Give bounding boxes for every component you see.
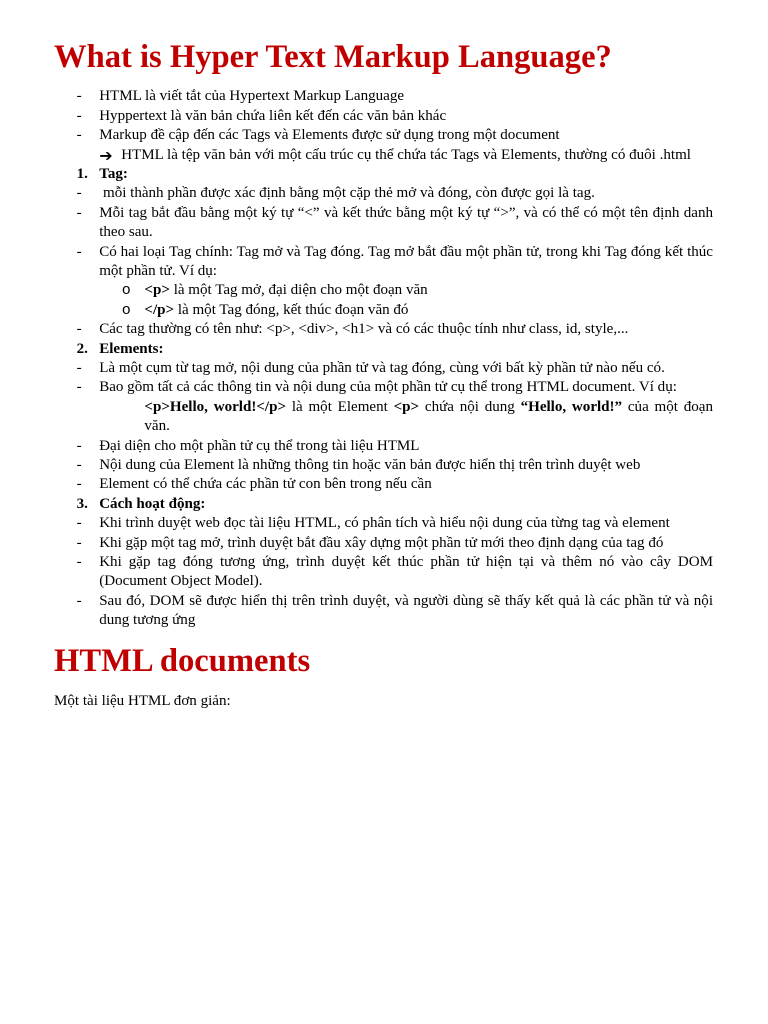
section-heading <box>54 340 713 359</box>
section-number: 3. <box>76 495 88 512</box>
list-item-text: mỗi thành phần được xác định bằng một cặp thẻ mở và đóng, còn được gọi là tag. <box>102 185 595 202</box>
sub-list-item <box>54 301 713 320</box>
page-title: What is Hyper Text Markup Language? <box>54 39 612 75</box>
tag-code: <p> <box>144 282 170 299</box>
list-item <box>54 243 713 282</box>
list-item <box>54 359 713 378</box>
section-title-html-documents: HTML documents <box>54 642 311 679</box>
example-text: là một Element <box>291 398 388 415</box>
intro-list <box>54 87 713 165</box>
list-item <box>54 107 713 126</box>
list-item <box>54 534 713 553</box>
tag-code: <p> <box>393 398 420 415</box>
section-elements <box>54 340 713 495</box>
bullet-marker: - <box>76 127 82 144</box>
list-item <box>54 553 713 592</box>
list-item-text: Markup đề cập đến các Tags và Elements được sử dụng trong một document <box>99 127 560 144</box>
section-heading <box>54 165 713 184</box>
bullet-marker: - <box>76 204 82 221</box>
bullet-marker: - <box>76 437 82 454</box>
bullet-marker: - <box>76 534 82 551</box>
sub-list-item-text <box>144 301 713 320</box>
list-item <box>54 592 713 631</box>
tag-description: là một Tag đóng, kết thúc đoạn văn đó <box>177 301 409 318</box>
sub-list-item <box>54 281 713 300</box>
section-heading-text: Tag: <box>99 165 128 182</box>
tag-description: là một Tag mở, đại diện cho một đoạn văn <box>173 282 428 299</box>
list-item-text: HTML là viết tắt của Hypertext Markup Language <box>99 88 405 105</box>
section-how-it-works <box>54 495 713 631</box>
list-item-text: Khi gặp tag đóng tương ứng, trình duyệt kết thúc phần tử hiện tại và thêm nó vào cây DOM (Document Object Model). <box>99 554 713 590</box>
list-item-text: Khi trình duyệt web đọc tài liệu HTML, có phân tích và hiểu nội dung của từng tag và element <box>99 515 670 532</box>
section-tag <box>54 165 713 340</box>
section-heading <box>54 495 713 514</box>
list-item <box>54 437 713 456</box>
bullet-marker: - <box>76 554 82 571</box>
arrow-right-icon: ➔ <box>99 145 113 165</box>
sub-bullet-marker: o <box>121 281 131 300</box>
sub-list-item-text <box>144 281 713 300</box>
list-item-text: Đại diện cho một phần tử cụ thể trong tài liệu HTML <box>99 437 420 454</box>
section-number: 1. <box>76 165 88 182</box>
bullet-marker: - <box>76 243 82 260</box>
list-item-text: Các tag thường có tên như: <p>, <div>, <h1> và có các thuộc tính như class, id, style,... <box>99 321 629 338</box>
list-item-text: Có hai loại Tag chính: Tag mở và Tag đóng. Tag mở bắt đầu một phần tử, trong khi Tag đóng kết thúc một phần tử. Ví dụ: <box>99 243 713 279</box>
body-paragraph: Một tài liệu HTML đơn giản: <box>54 693 231 710</box>
list-item <box>54 378 713 397</box>
bullet-marker: - <box>76 185 82 202</box>
list-item <box>54 475 713 494</box>
bullet-marker: - <box>76 515 82 532</box>
bullet-marker: - <box>76 107 82 124</box>
list-item <box>54 184 713 203</box>
list-item <box>54 514 713 533</box>
sub-bullet-marker: o <box>121 300 131 319</box>
section-heading-text: Cách hoạt động: <box>99 495 206 512</box>
bullet-marker: - <box>76 379 82 396</box>
content-quote: “Hello, world!” <box>520 398 623 415</box>
list-item <box>54 126 713 145</box>
list-item-text: Nội dung của Element là những thông tin hoặc văn bản được hiển thị trên trình duyệt web <box>99 457 641 474</box>
element-code: <p>Hello, world!</p> <box>144 398 287 415</box>
example-text: chứa nội dung <box>424 398 515 415</box>
list-item <box>54 320 713 339</box>
list-item <box>54 456 713 475</box>
conclusion-text: HTML là tệp văn bản với một cấu trúc cụ thể chứa tác Tags và Elements, thường có đuôi .html <box>121 146 691 163</box>
tag-code: </p> <box>144 301 175 318</box>
list-item-text: Sau đó, DOM sẽ được hiển thị trên trình duyệt, và người dùng sẽ thấy kết quả là các phần tử và nội dung tương ứng <box>99 592 713 629</box>
list-item-text: Là một cụm từ tag mở, nội dung của phần tử và tag đóng, cùng với bất kỳ phần tử nào nếu có. <box>99 359 665 376</box>
list-item-text: Element có thể chứa các phần tử con bên trong nếu cần <box>99 476 432 493</box>
bullet-marker: - <box>76 457 82 474</box>
list-item-text: Mỗi tag bắt đầu bằng một ký tự “<” và kết thức bằng một ký tự “>”, và có thể có một tên định danh theo sau. <box>99 204 713 241</box>
list-item <box>54 204 713 243</box>
element-example <box>144 398 713 437</box>
section-number: 2. <box>76 340 88 357</box>
bullet-marker: - <box>76 359 82 376</box>
list-item <box>54 87 713 106</box>
list-item-text: Bao gồm tất cả các thông tin và nội dung của một phần tử cụ thể trong HTML document. Ví dụ: <box>99 379 677 396</box>
bullet-marker: - <box>76 88 82 105</box>
conclusion-line <box>54 146 713 165</box>
section-heading-text: Elements: <box>99 340 164 357</box>
list-item-text: Hyppertext là văn bản chứa liên kết đến các văn bản khác <box>99 107 447 124</box>
example-text: của một đoạn văn. <box>144 398 713 435</box>
bullet-marker: - <box>76 321 82 338</box>
bullet-marker: - <box>76 592 82 609</box>
bullet-marker: - <box>76 476 82 493</box>
list-item-text: Khi gặp một tag mở, trình duyệt bắt đầu xây dựng một phần tử mới theo định dạng của tag đó <box>99 534 664 551</box>
